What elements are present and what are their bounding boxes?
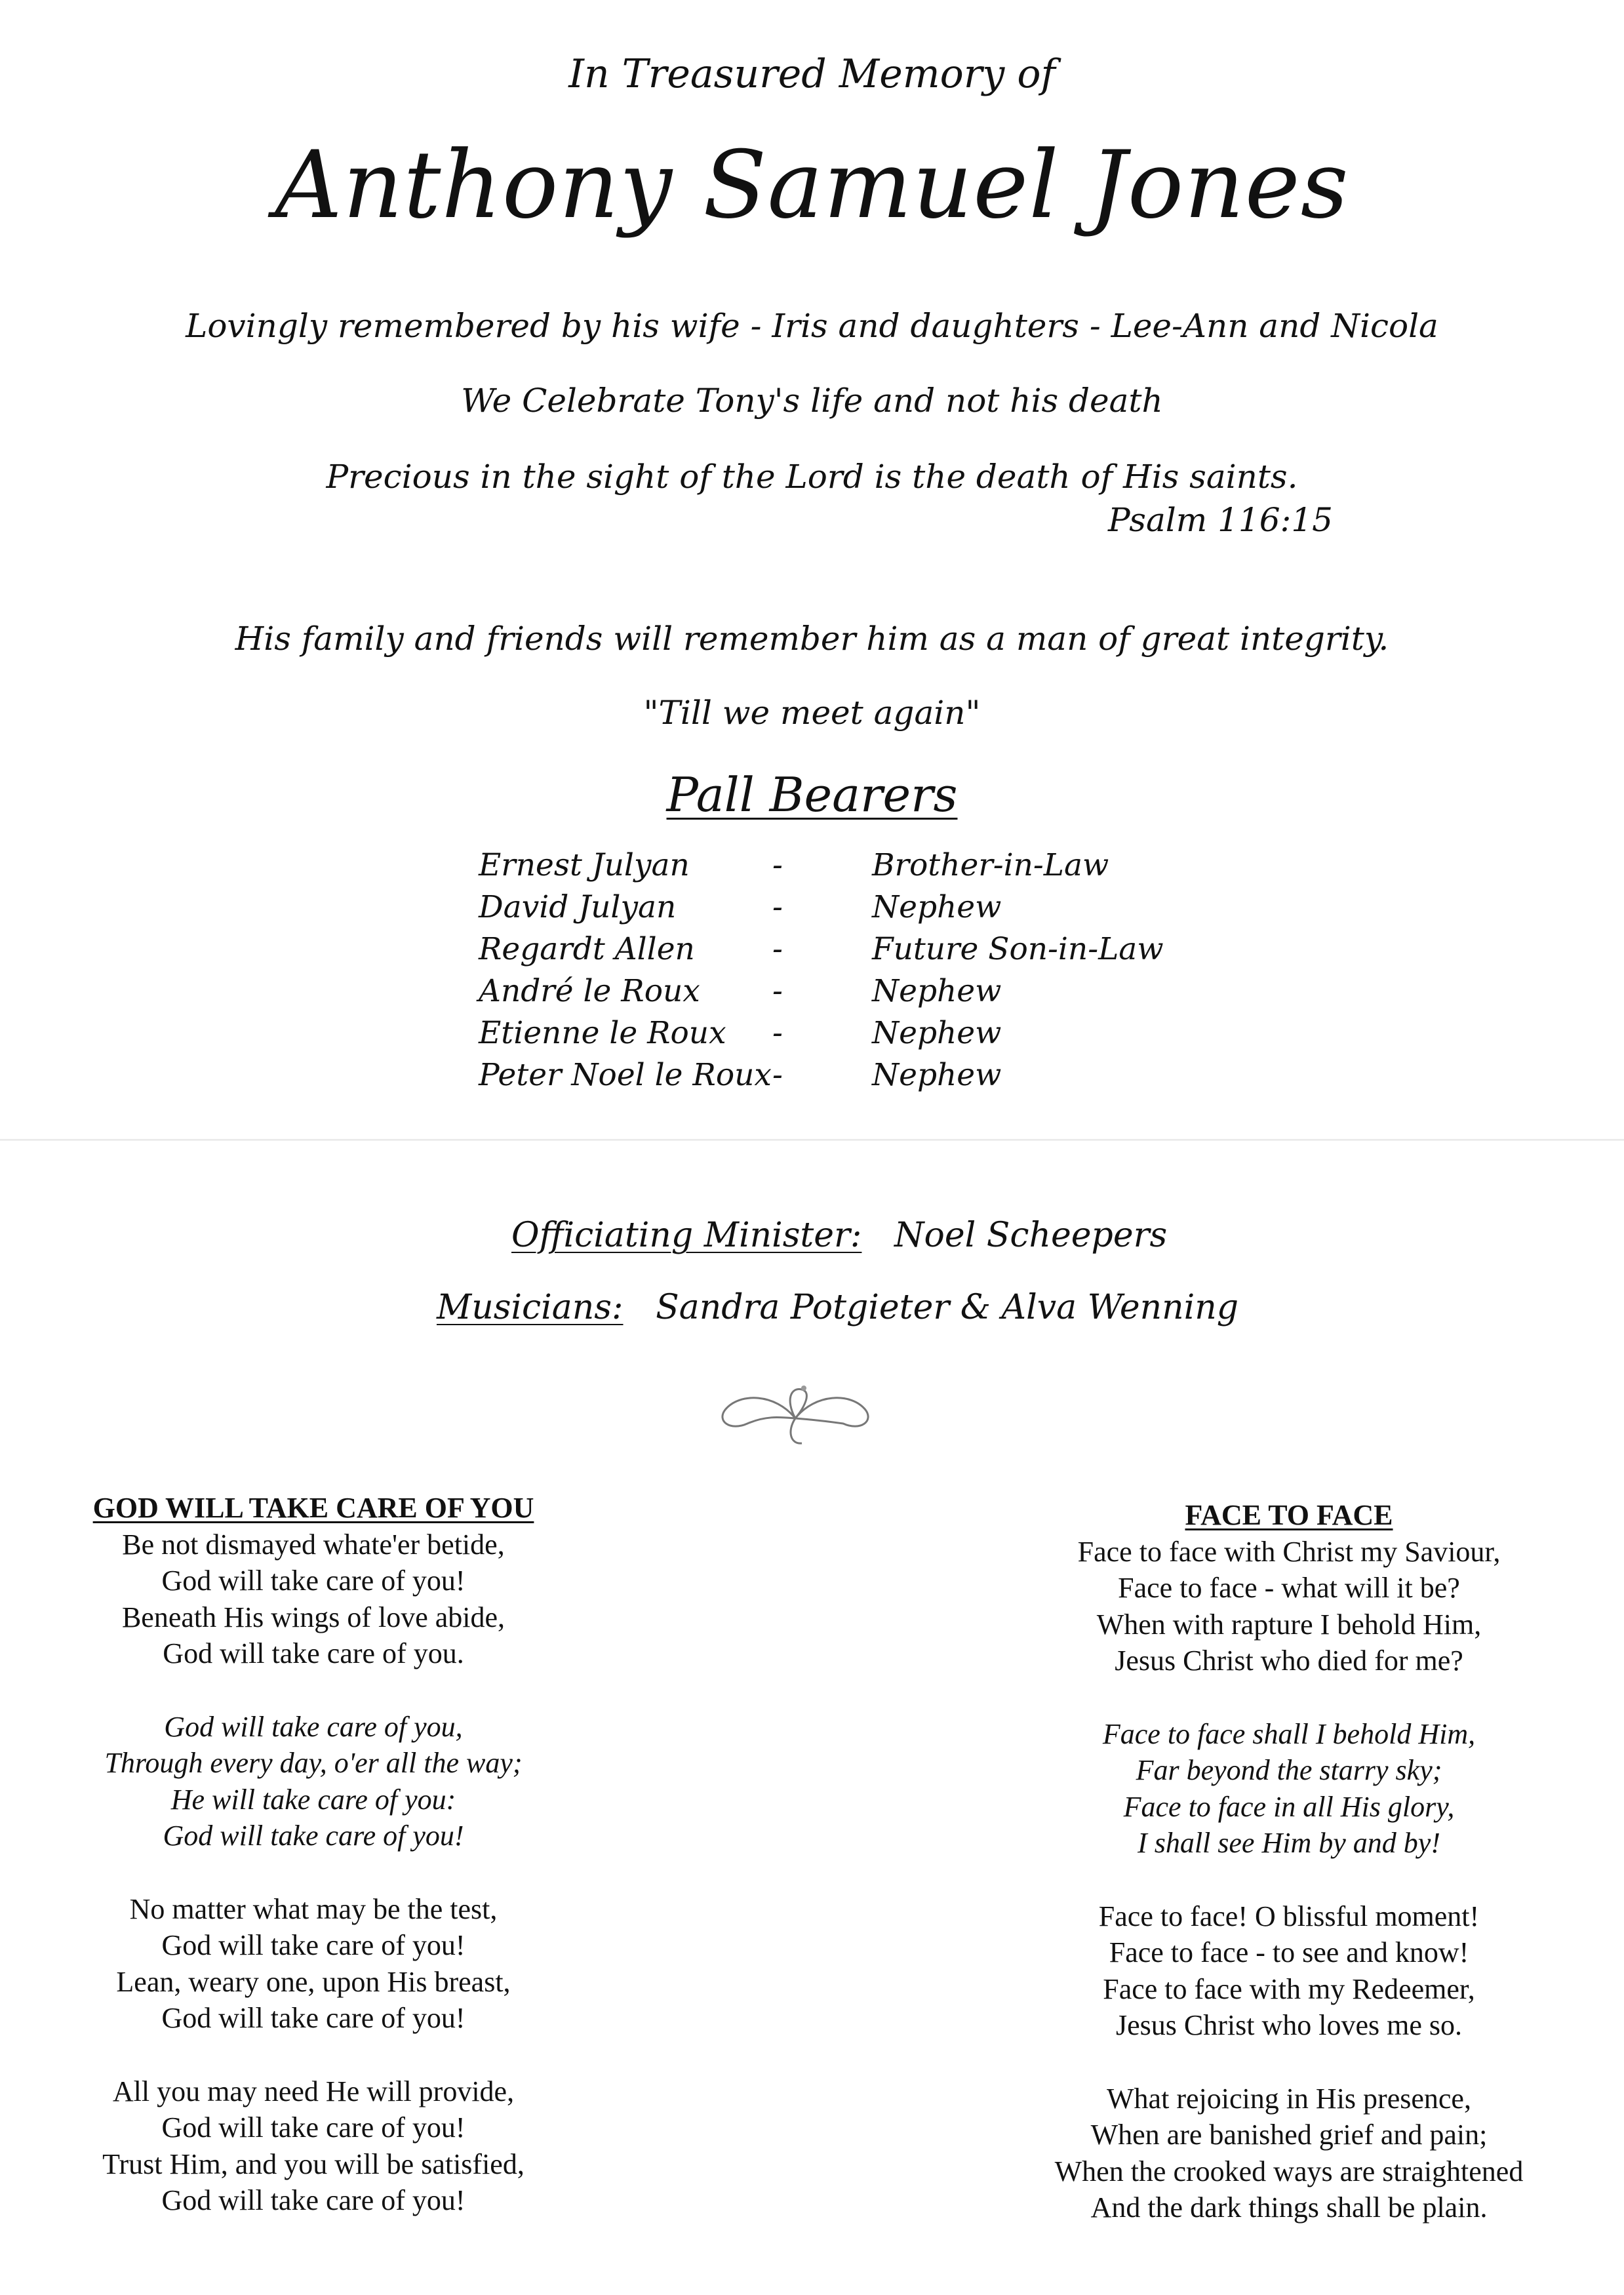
hymn-line: Face to face shall I behold Him,	[1102, 1717, 1476, 1750]
pall-bearer-separator: -	[772, 1057, 783, 1093]
hymn-line: He will take care of you:	[170, 1783, 456, 1816]
remembered-by-line: Lovingly remembered by his wife - Iris and daughters - Lee-Ann and Nicola	[186, 307, 1438, 345]
hymn-line: Face to face with my Redeemer,	[1103, 1972, 1475, 2005]
integrity-line: His family and friends will remember him as a man of great integrity.	[235, 620, 1389, 658]
page-fold-line	[0, 1139, 1624, 1141]
hymn-line: What rejoicing in His presence,	[1107, 2082, 1471, 2115]
pall-bearer-separator: -	[772, 931, 783, 967]
hymn-line: When are banished grief and pain;	[1090, 2119, 1488, 2151]
pall-bearer-relation: Nephew	[872, 1015, 1002, 1051]
flourish-ornament-icon	[713, 1380, 877, 1452]
hymn-line: God will take care of you!	[161, 1565, 465, 1597]
pall-bearer-name: Regardt Allen	[479, 931, 695, 967]
pall-bearer-row	[479, 1012, 1200, 1054]
deceased-name: Anthony Samuel Jones	[275, 131, 1349, 239]
hymn-line: Lean, weary one, upon His breast,	[116, 1965, 511, 1998]
hymn-line: God will take care of you!	[161, 1929, 465, 1962]
hymn-verse	[18, 1527, 608, 1672]
pall-bearer-name: Ernest Julyan	[479, 847, 690, 883]
pall-bearer-row	[479, 1054, 1200, 1096]
hymn-line: Trust Him, and you will be satisfied,	[102, 2147, 525, 2180]
pall-bearers-list	[479, 845, 1200, 1096]
hymn-line: All you may need He will provide,	[112, 2075, 515, 2107]
pall-bearers-heading	[0, 767, 1624, 822]
pall-bearer-separator: -	[772, 847, 783, 883]
hymn-line: I shall see Him by and by!	[1138, 1827, 1440, 1860]
pall-bearer-relation: Nephew	[872, 889, 1002, 925]
hymn-title: FACE TO FACE	[1185, 1499, 1393, 1531]
hymn-face-to-face	[994, 1497, 1584, 2226]
hymn-title: GOD WILL TAKE CARE OF YOU	[92, 1492, 534, 1524]
officiating-minister-line	[511, 1216, 1167, 1255]
pall-bearer-name: Peter Noel le Roux	[479, 1057, 772, 1093]
hymn-line: When the crooked ways are straightened	[1054, 2155, 1524, 2187]
hymn-verse	[18, 2073, 608, 2219]
pall-bearer-relation: Brother-in-Law	[872, 847, 1109, 883]
pall-bearer-row	[479, 845, 1200, 887]
hymn-line: Face to face - what will it be?	[1118, 1572, 1460, 1605]
scripture-verse: Precious in the sight of the Lord is the death of His saints.	[326, 458, 1298, 496]
hymn-verse	[994, 2081, 1584, 2226]
pall-bearer-name: Etienne le Roux	[479, 1015, 726, 1051]
hymn-chorus	[18, 1709, 608, 1854]
hymn-line: Jesus Christ who died for me?	[1115, 1645, 1463, 1677]
hymn-line: God will take care of you!	[161, 2111, 465, 2144]
pall-bearer-relation: Nephew	[872, 973, 1002, 1009]
pall-bearer-row	[479, 887, 1200, 928]
hymn-line: Jesus Christ who loves me so.	[1116, 2009, 1462, 2042]
scripture-reference: Psalm 116:15	[1108, 501, 1333, 539]
pall-bearer-separator: -	[772, 973, 783, 1009]
hymn-chorus	[994, 1716, 1584, 1862]
musicians-names: Sandra Potgieter & Alva Wenning	[656, 1288, 1239, 1327]
celebrate-line: We Celebrate Tony's life and not his death	[461, 382, 1163, 420]
hymn-line: God will take care of you,	[164, 1710, 463, 1743]
pall-bearer-relation: Future Son-in-Law	[872, 931, 1164, 967]
hymn-verse	[994, 1534, 1584, 1679]
pall-bearer-separator: -	[772, 1015, 783, 1051]
minister-name: Noel Scheepers	[894, 1216, 1168, 1255]
hymn-line: Face to face - to see and know!	[1109, 1936, 1469, 1969]
pall-bearer-row	[479, 928, 1200, 970]
pre-title: In Treasured Memory of	[568, 51, 1056, 97]
hymn-line: Beneath His wings of love abide,	[121, 1601, 505, 1633]
hymn-line: Face to face in all His glory,	[1123, 1790, 1455, 1823]
pall-bearer-relation: Nephew	[872, 1057, 1002, 1093]
hymn-line: Through every day, o'er all the way;	[104, 1747, 523, 1780]
pall-bearers-title: Pall Bearers	[666, 767, 958, 822]
hymn-line: God will take care of you.	[163, 1637, 464, 1670]
hymn-verse	[18, 1891, 608, 2037]
hymn-line: And the dark things shall be plain.	[1090, 2191, 1488, 2224]
hymn-god-will-take-care-of-you	[18, 1490, 608, 2219]
pall-bearer-row	[479, 970, 1200, 1012]
hymn-line: Be not dismayed whate'er betide,	[122, 1528, 505, 1561]
hymn-line: Face to face with Christ my Saviour,	[1077, 1535, 1501, 1568]
hymn-line: Far beyond the starry sky;	[1136, 1754, 1442, 1787]
hymn-line: God will take care of you!	[161, 2002, 465, 2035]
farewell-line: "Till we meet again"	[643, 694, 981, 732]
pall-bearer-separator: -	[772, 889, 783, 925]
hymn-verse	[994, 1898, 1584, 2044]
hymn-line: Face to face! O blissful moment!	[1098, 1900, 1480, 1932]
pall-bearer-name: David Julyan	[479, 889, 677, 925]
minister-label: Officiating Minister:	[511, 1216, 862, 1255]
hymn-line: God will take care of you!	[161, 2184, 465, 2217]
hymn-line: God will take care of you!	[163, 1820, 464, 1852]
hymn-line: When with rapture I behold Him,	[1096, 1608, 1482, 1641]
musicians-line	[437, 1288, 1238, 1327]
musicians-label: Musicians:	[437, 1288, 624, 1327]
pall-bearer-name: André le Roux	[479, 973, 700, 1009]
hymn-line: No matter what may be the test,	[129, 1892, 498, 1925]
